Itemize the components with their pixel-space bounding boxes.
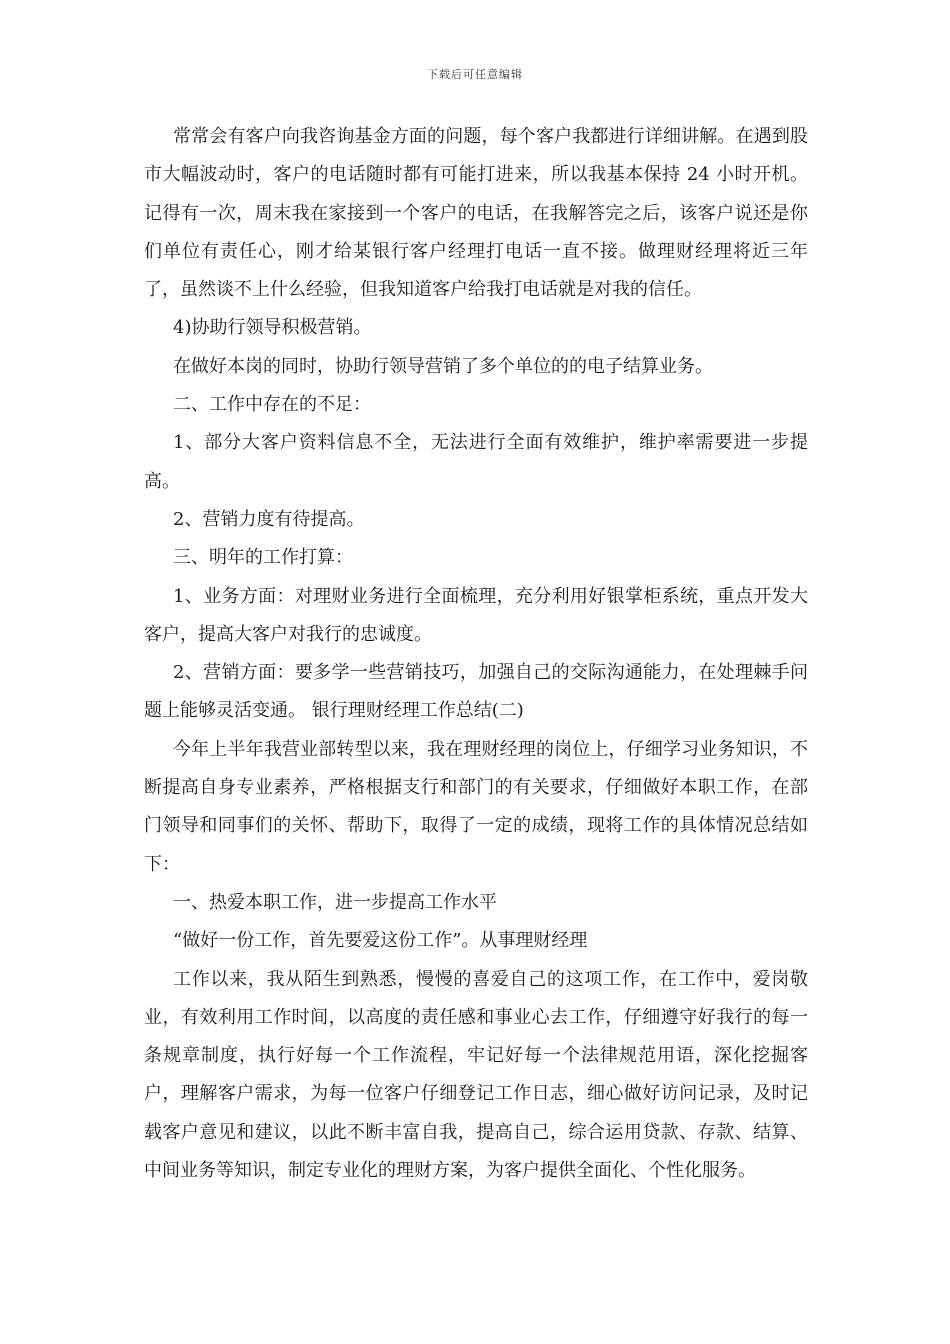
paragraph-customer-service: 常常会有客户向我咨询基金方面的问题，每个客户我都进行详细讲解。在遇到股市大幅波动时，客户的电话随时都有可能打进来，所以我基本保持 24 小时开机。记得有一次，周末我在家接到一个客户的电话，在我解答完之后，该客户说还是你们单位有责任心，刚才给某银行客户经理打电话一直不接。做理财经理将近三年了，虽然谈不上什么经验，但我知道客户给我打电话就是对我的信任。 xyxy=(144,126,808,301)
paragraph-summary-intro: 今年上半年我营业部转型以来，我在理财经理的岗位上，仔细学习业务知识，不断提高自身专业素养，严格根据支行和部门的有关要求，仔细做好本职工作，在部门领导和同事们的关怀、帮助下，取得了一定的成绩，现将工作的具体情况总结如下： xyxy=(144,738,808,875)
document-body xyxy=(144,118,808,1190)
section-heading-next-year-plan: 三、明年的工作打算： xyxy=(173,547,353,569)
paragraph-item-4-body: 在做好本岗的同时，协助行领导营销了多个单位的的电子结算业务。 xyxy=(173,355,713,377)
paragraph-quote: “做好一份工作，首先要爱这份工作”。从事理财经理 xyxy=(173,930,588,952)
paragraph-plan-1: 1、业务方面：对理财业务进行全面梳理，充分利用好银掌柜系统，重点开发大客户，提高大客户对我行的忠诚度。 xyxy=(144,585,808,645)
page-header-note: 下载后可任意编辑 xyxy=(427,68,523,81)
paragraph-plan-2: 2、营销方面：要多学一些营销技巧，加强自己的交际沟通能力，在处理棘手问题上能够灵活变通。 银行理财经理工作总结(二) xyxy=(144,662,808,722)
section-heading-love-work: 一、热爱本职工作，进一步提高工作水平 xyxy=(173,891,497,913)
paragraph-work-details: 工作以来，我从陌生到熟悉，慢慢的喜爱自己的这项工作，在工作中，爱岗敬业，有效利用工作时间，以高度的责任感和事业心去工作，仔细遵守好我行的每一条规章制度，执行好每一个工作流程，牢记好每一个法律规范用语，深化挖掘客户，理解客户需求，为每一位客户仔细登记工作日志，细心做好访问记录，及时记载客户意见和建议，以此不断丰富自我，提高自己，综合运用贷款、存款、结算、中间业务等知识，制定专业化的理财方案，为客户提供全面化、个性化服务。 xyxy=(144,968,808,1182)
section-heading-shortcomings: 二、工作中存在的不足： xyxy=(173,394,371,416)
paragraph-shortcoming-2: 2、营销力度有待提高。 xyxy=(173,508,365,530)
paragraph-shortcoming-1: 1、部分大客户资料信息不全，无法进行全面有效维护，维护率需要进一步提高。 xyxy=(144,432,808,492)
paragraph-item-4-heading: 4)协助行领导积极营销。 xyxy=(173,317,372,339)
